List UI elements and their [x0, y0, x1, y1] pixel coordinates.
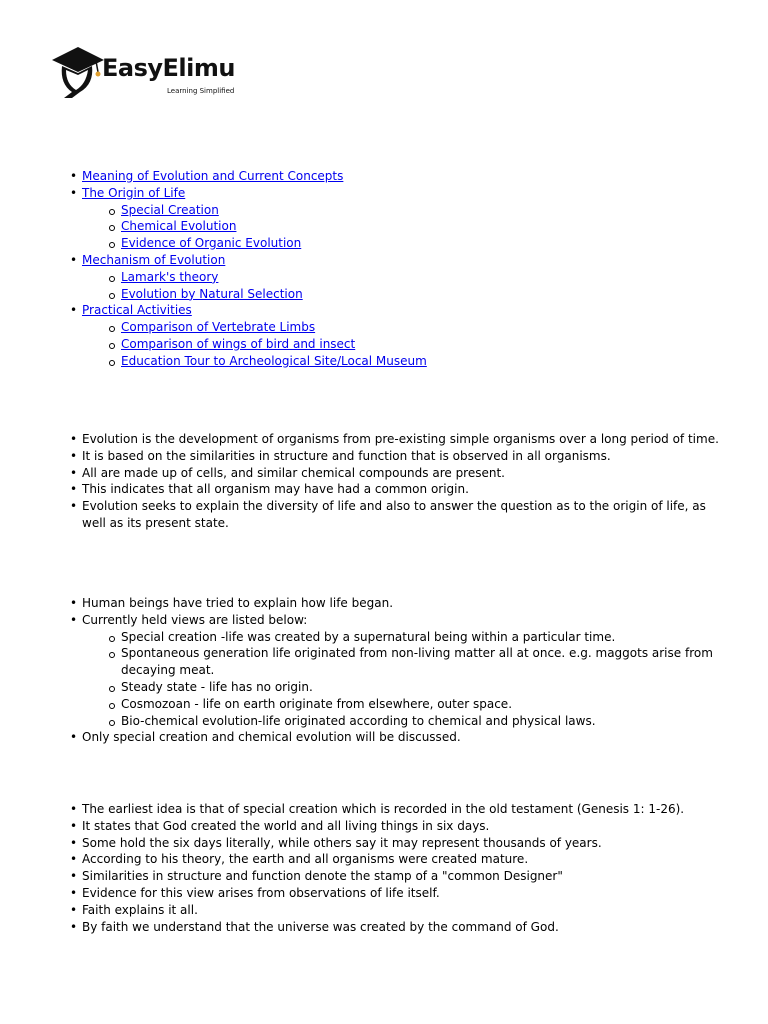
toc-subitem: [108, 235, 730, 252]
logo-brand: EasyElimu: [102, 54, 235, 82]
toc-subitem: [108, 218, 730, 235]
list-item: • Some hold the six days literally, while others say it may represent thousands of years.: [70, 835, 730, 852]
toc-subitem: [108, 269, 730, 286]
sub-list-item: Steady state - life has no origin.: [108, 679, 730, 696]
toc-link-meaning-of-evolution[interactable]: Meaning of Evolution and Current Concepts: [82, 169, 344, 183]
list-item: • Faith explains it all.: [70, 902, 730, 919]
toc-item: [70, 252, 730, 302]
special-creation-section: [70, 801, 730, 935]
table-of-contents: [70, 168, 730, 370]
toc-item: [70, 302, 730, 369]
sub-list-item: Bio-chemical evolution-life originated according to chemical and physical laws.: [108, 713, 730, 730]
list-item: • Evidence for this view arises from observations of life itself.: [70, 885, 730, 902]
list-item: • Evolution is the development of organisms from pre-existing simple organisms over a long period of time.: [70, 431, 730, 448]
sub-list-item: Spontaneous generation life originated from non-living matter all at once. e.g. maggots arise from decaying meat.: [108, 645, 730, 679]
toc-link-practical-activities[interactable]: Practical Activities: [82, 303, 192, 318]
toc-subitem: [108, 286, 730, 303]
toc-link-evidence-organic-evolution[interactable]: Evidence of Organic Evolution: [121, 236, 302, 251]
toc-subitem: [108, 353, 730, 370]
toc-item: [70, 185, 730, 252]
easyelimu-logo[interactable]: [50, 44, 250, 100]
toc-link-origin-of-life[interactable]: The Origin of Life: [82, 185, 186, 200]
list-item: • Evolution seeks to explain the diversity of life and also to answer the question as to the origin of life, as well as its present state.: [70, 498, 730, 532]
toc-link-wings-bird-insect[interactable]: Comparison of wings of bird and insect: [121, 336, 356, 351]
sub-list-item: Cosmozoan - life on earth originate from elsewhere, outer space.: [108, 696, 730, 713]
toc-link-chemical-evolution[interactable]: Chemical Evolution: [121, 219, 237, 234]
list-item: • Only special creation and chemical evolution will be discussed.: [70, 729, 730, 746]
toc-link-education-tour[interactable]: Education Tour to Archeological Site/Local Museum: [121, 353, 427, 368]
graduation-cap-icon: [50, 44, 104, 100]
list-item: • It states that God created the world and all living things in six days.: [70, 818, 730, 835]
evolution-definition-section: [70, 431, 730, 532]
list-item: • By faith we understand that the universe was created by the command of God.: [70, 919, 730, 936]
toc-link-vertebrate-limbs[interactable]: Comparison of Vertebrate Limbs: [121, 320, 316, 335]
toc-subitem: [108, 319, 730, 336]
list-item: • The earliest idea is that of special creation which is recorded in the old testament (Genesis 1: 1-26).: [70, 801, 730, 818]
sub-list-item: Special creation -life was created by a supernatural being within a particular time.: [108, 629, 730, 646]
toc-item: [70, 168, 730, 185]
toc-subitem: [108, 202, 730, 219]
logo-tagline: Learning Simplified: [167, 87, 235, 95]
toc-link-natural-selection[interactable]: Evolution by Natural Selection: [121, 286, 303, 301]
list-item: • Human beings have tried to explain how life began.: [70, 595, 730, 612]
list-item: • It is based on the similarities in structure and function that is observed in all organisms.: [70, 448, 730, 465]
list-item: • According to his theory, the earth and all organisms were created mature.: [70, 851, 730, 868]
list-item: [70, 612, 730, 730]
toc-subitem: [108, 336, 730, 353]
toc-link-special-creation[interactable]: Special Creation: [121, 202, 219, 217]
list-item: • All are made up of cells, and similar chemical compounds are present.: [70, 465, 730, 482]
toc-link-mechanism-of-evolution[interactable]: Mechanism of Evolution: [82, 252, 226, 267]
toc-link-lamarks-theory[interactable]: Lamark's theory: [121, 269, 219, 284]
list-item: • Similarities in structure and function denote the stamp of a "common Designer": [70, 868, 730, 885]
list-item-text: Currently held views are listed below:: [82, 612, 308, 627]
list-item: • This indicates that all organism may have had a common origin.: [70, 481, 730, 498]
origin-of-life-section: [70, 595, 730, 746]
